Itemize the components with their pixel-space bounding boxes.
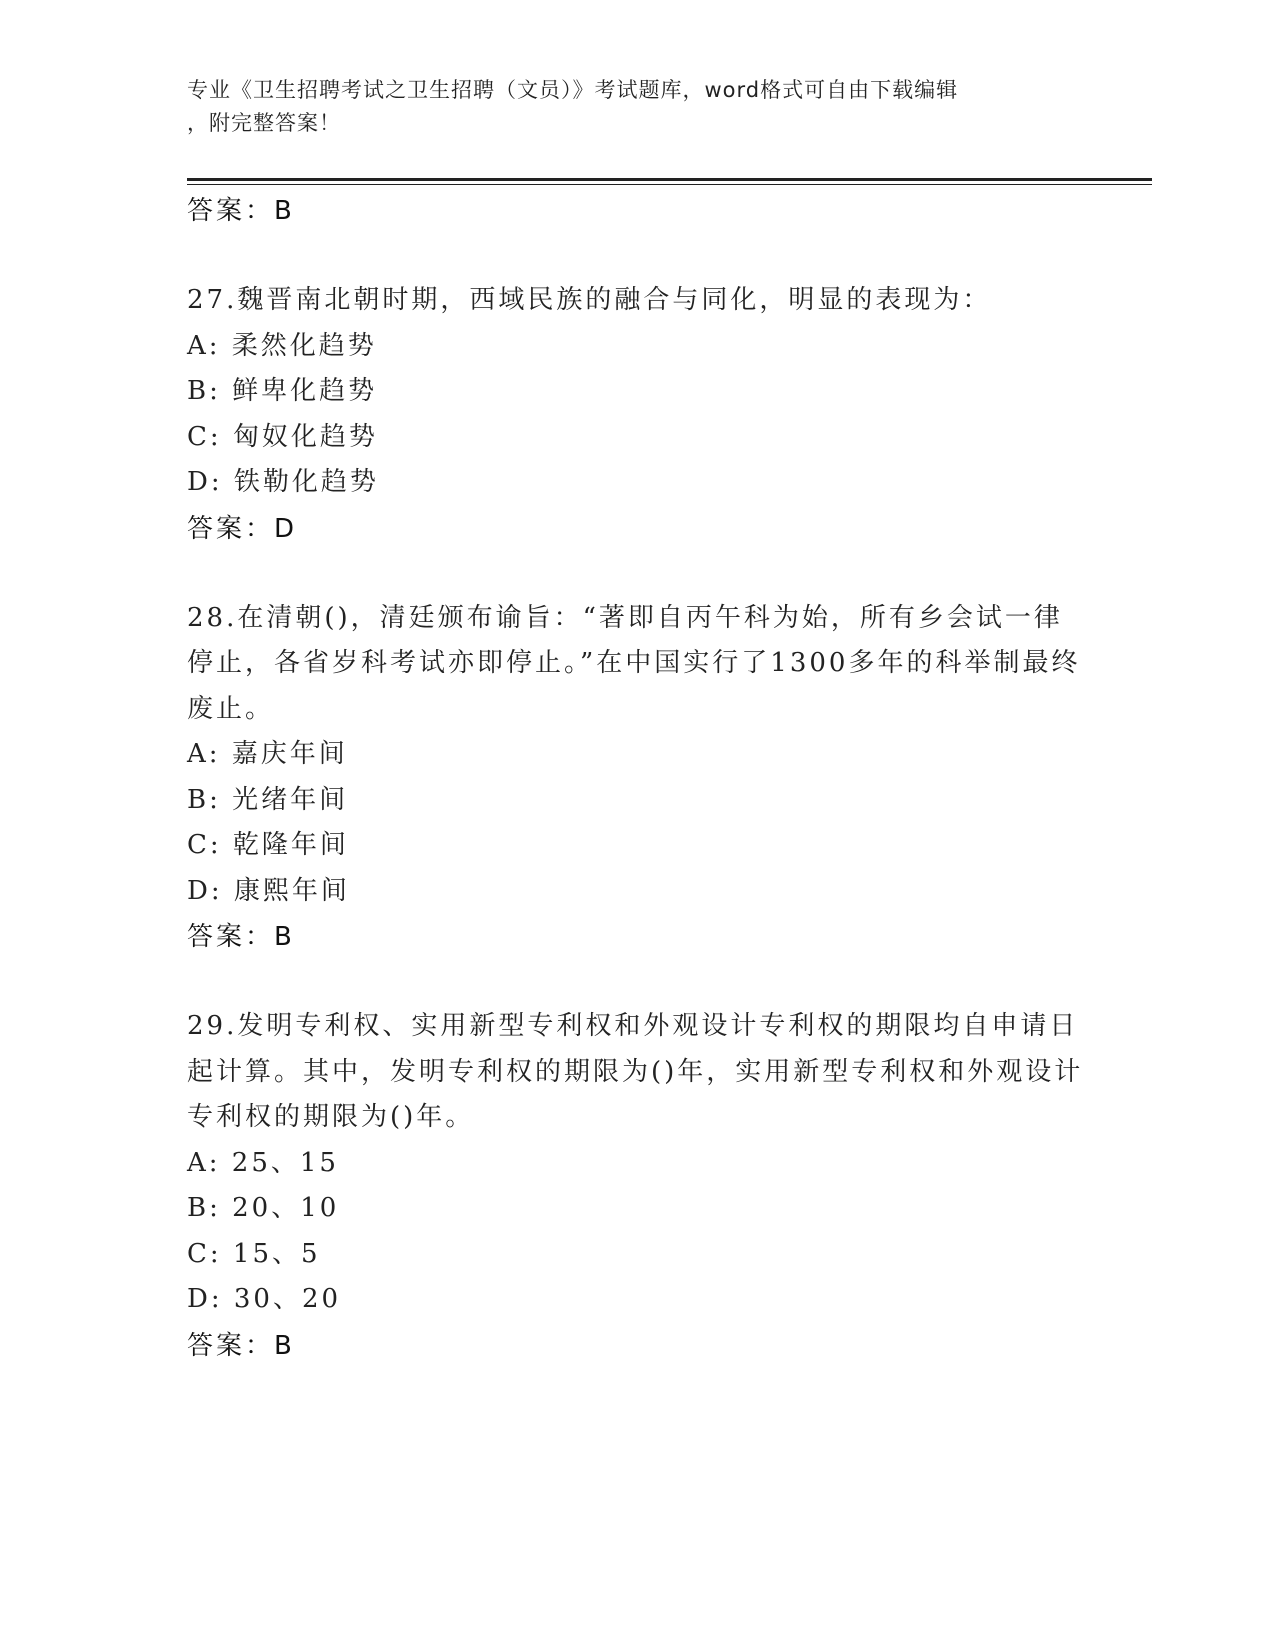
option-d: D: 30、20 [187,1284,342,1314]
header-divider-thin [187,184,1152,185]
option-a: A: 柔然化趋势 [187,330,377,361]
header-line-2: ，附完整答案！ [187,111,341,135]
answer: 答案：B [187,922,295,952]
option-c: C: 匈奴化趋势 [187,421,378,452]
option-b: B: 20、10 [187,1193,340,1223]
question-list [187,188,1087,1369]
previous-answer: 答案：B [187,196,295,226]
option-a: A: 25、15 [187,1147,339,1178]
question-29 [187,1004,1087,1369]
question-text: 28.在清朝()，清廷颁布谕旨：“著即自丙午科为始，所有乡会试一律停止，各省岁科考试亦即停止。”在中国实行了1300多年的科举制最终废止。 [187,602,1081,724]
option-a: A: 嘉庆年间 [187,739,348,769]
question-27 [187,278,1087,552]
option-d: D: 铁勒化趋势 [187,467,379,497]
answer: 答案：D [187,513,298,544]
option-c: C: 乾隆年间 [187,830,349,860]
option-c: C: 15、5 [187,1238,321,1269]
option-b: B: 鲜卑化趋势 [187,376,378,406]
question-text: 27.魏晋南北朝时期，西域民族的融合与同化，明显的表现为： [187,285,992,315]
option-d: D: 康熙年间 [187,875,350,906]
option-b: B: 光绪年间 [187,784,349,815]
document-header [187,74,1067,140]
header-line-1: 专业《卫生招聘考试之卫生招聘（文员）》考试题库，word格式可自由下载编辑 [187,78,959,102]
header-divider-thick [187,178,1152,181]
question-28 [187,596,1087,961]
question-text: 29.发明专利权、实用新型专利权和外观设计专利权的期限均自申请日起计算。其中，发明专利权的期限为()年，实用新型专利权和外观设计专利权的期限为()年。 [187,1011,1084,1132]
answer: 答案：B [187,1330,295,1361]
